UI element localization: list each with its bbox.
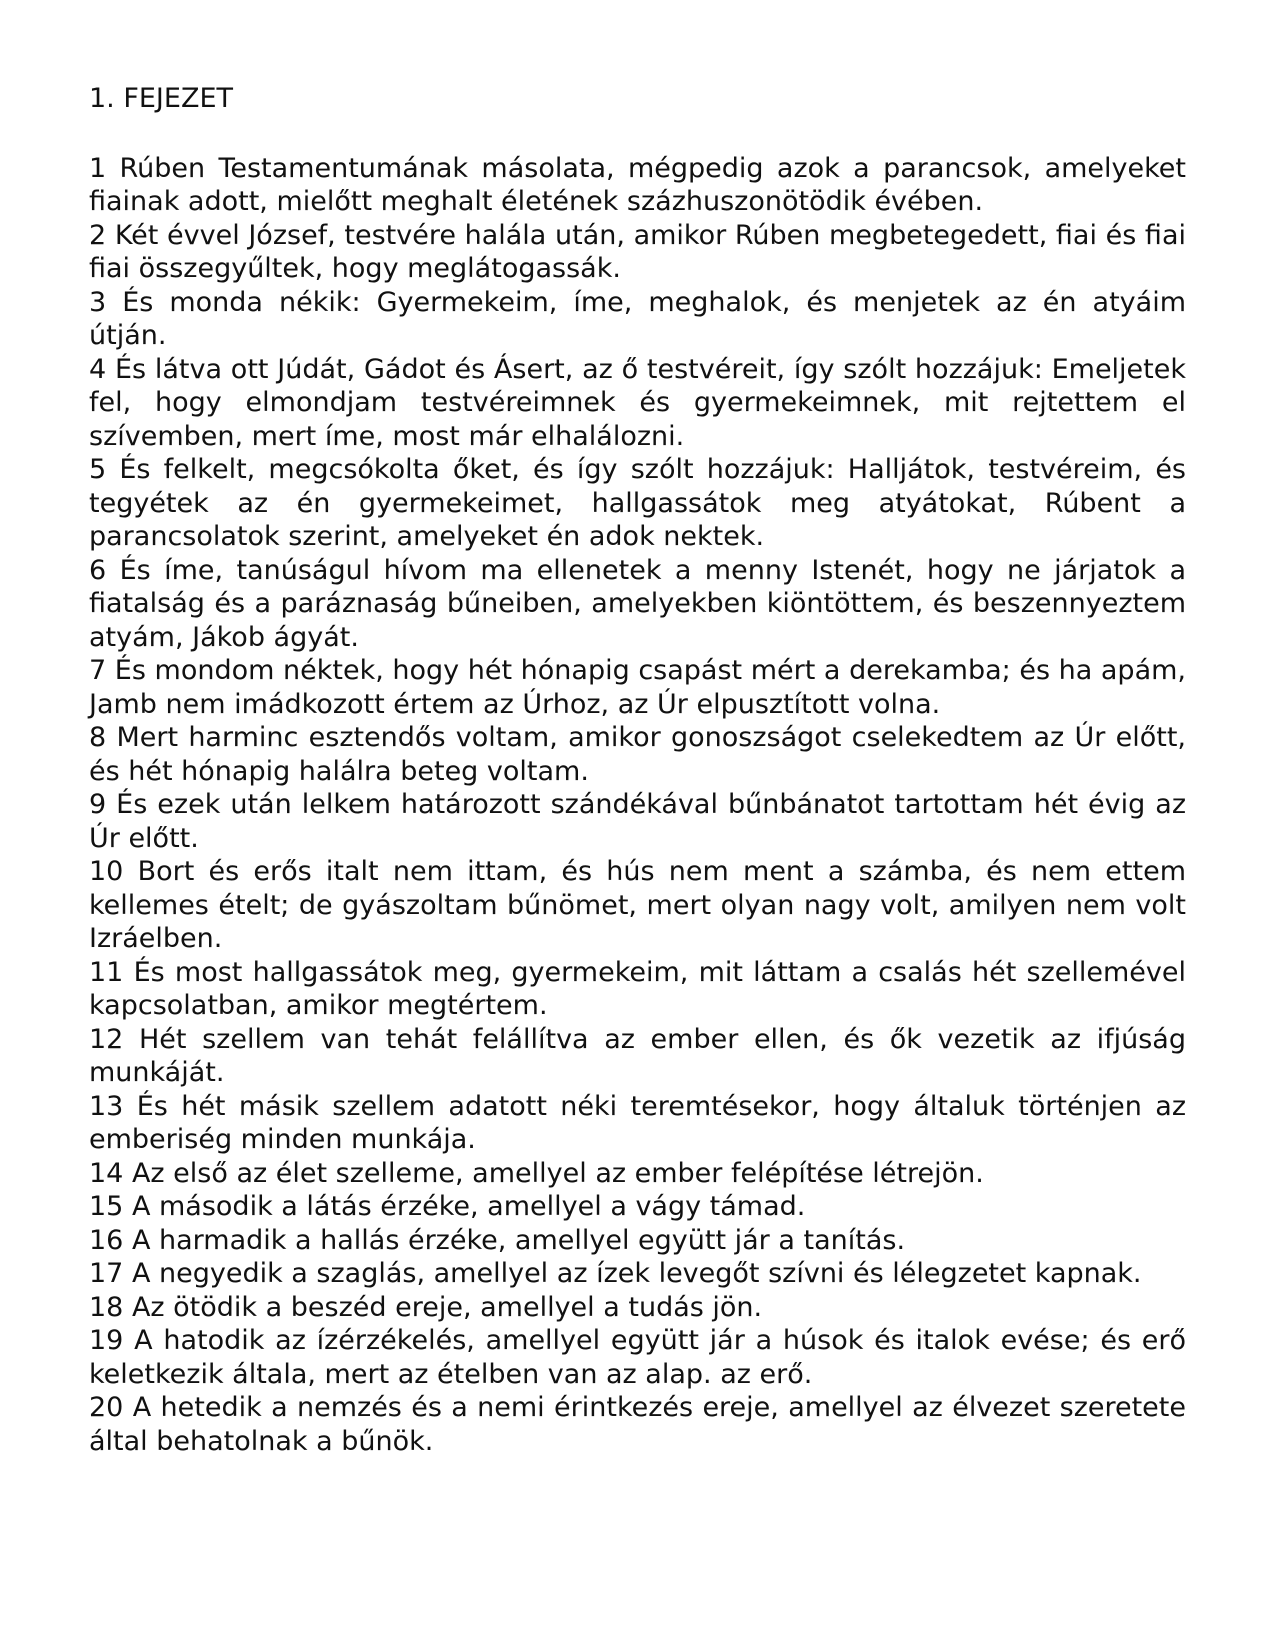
document-page — [89, 82, 1186, 1458]
verse-18: 18 Az ötödik a beszéd ereje, amellyel a tudás jön. — [89, 1291, 763, 1323]
verse-16: 16 A harmadik a hallás érzéke, amellyel együtt jár a tanítás. — [89, 1224, 906, 1256]
verse-15: 15 A második a látás érzéke, amellyel a vágy támad. — [89, 1191, 806, 1222]
verse-20: 20 A hetedik a nemzés és a nemi érintkezés ereje, amellyel az élvezet szeretete által behatolnak a bűnök. — [89, 1392, 1186, 1457]
chapter-title: 1. FEJEZET — [89, 83, 234, 114]
verse-19: 19 A hatodik az ízérzékelés, amellyel együtt jár a húsok és italok evése; és erő keletkezik általa, mert az ételben van az alap. az erő. — [89, 1325, 1186, 1390]
verse-6: 6 És íme, tanúságul hívom ma ellenetek a menny Istenét, hogy ne járjatok a fiatalság és a paráznaság bűneiben, amelyekben kiöntöttem, és beszennyeztem atyám, Jákob ágyát. — [89, 554, 1186, 653]
verse-list — [89, 152, 1186, 1459]
verse-2: 2 Két évvel József, testvére halála után, amikor Rúben megbetegedett, fiai és fiai fiai összegyűltek, hogy meglátogassák. — [89, 219, 1186, 284]
verse-4: 4 És látva ott Júdát, Gádot és Ásert, az ő testvéreit, így szólt hozzájuk: Emeljetek fel, hogy elmondjam testvéreimnek és gyermekeimnek, mit rejtettem el szívemben, mert íme, most már elhalálozni. — [89, 353, 1186, 452]
verse-7: 7 És mondom néktek, hogy hét hónapig csapást mért a derekamba; és ha apám, Jamb nem imádkozott értem az Úrhoz, az Úr elpusztított volna. — [89, 655, 1186, 720]
verse-5: 5 És felkelt, megcsókolta őket, és így szólt hozzájuk: Halljátok, testvéreim, és tegyétek az én gyermekeimet, hallgassátok meg atyátokat, Rúbent a parancsolatok szerint, amelyeket én adok nektek. — [89, 454, 1186, 552]
verse-10: 10 Bort és erős italt nem ittam, és hús nem ment a számba, és nem ettem kellemes ételt; de gyászoltam bűnömet, mert olyan nagy volt, amilyen nem volt Izráelben. — [89, 856, 1186, 954]
verse-1: 1 Rúben Testamentumának másolata, mégpedig azok a parancsok, amelyeket fiainak adott, mielőtt meghalt életének százhuszonötödik évében. — [89, 152, 1186, 217]
verse-9: 9 És ezek után lelkem határozott szándékával bűnbánatot tartottam hét évig az Úr előtt. — [89, 789, 1186, 854]
verse-14: 14 Az első az élet szelleme, amellyel az ember felépítése létrejön. — [89, 1157, 984, 1189]
verse-8: 8 Mert harminc esztendős voltam, amikor gonoszságot cselekedtem az Úr előtt, és hét hónapig halálra beteg voltam. — [89, 722, 1186, 787]
verse-11: 11 És most hallgassátok meg, gyermekeim, mit láttam a csalás hét szellemével kapcsolatban, amikor megtértem. — [89, 956, 1186, 1021]
verse-17: 17 A negyedik a szaglás, amellyel az ízek levegőt szívni és lélegzetet kapnak. — [89, 1258, 1142, 1289]
verse-12: 12 Hét szellem van tehát felállítva az ember ellen, és ők vezetik az ifjúság munkáját. — [89, 1023, 1186, 1088]
verse-3: 3 És monda nékik: Gyermekeim, íme, meghalok, és menjetek az én atyáim útján. — [89, 286, 1186, 351]
verse-13: 13 És hét másik szellem adatott néki teremtésekor, hogy általuk történjen az emberiség minden munkája. — [89, 1090, 1186, 1155]
